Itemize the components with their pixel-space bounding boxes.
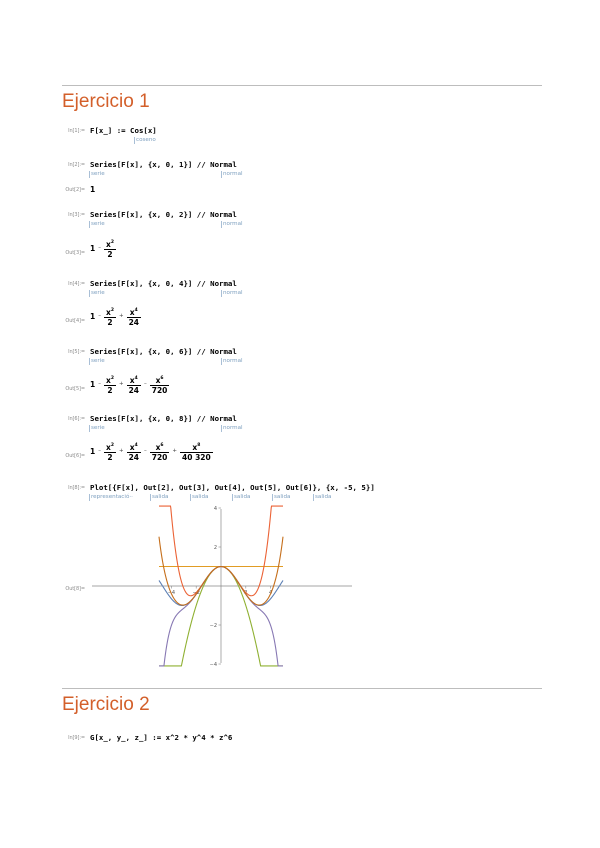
y-tick-label: 2 — [213, 544, 217, 551]
x-tick-label: 2 — [244, 590, 248, 596]
output-label: Out[5]= — [65, 386, 85, 392]
input-label: In[9]:= — [68, 735, 85, 741]
section-title-ejercicio-1: Ejercicio 1 — [62, 91, 150, 112]
hint-salida: salida — [274, 494, 291, 500]
operator: – — [144, 448, 147, 455]
operator: + — [118, 313, 124, 320]
hint-salida: salida — [192, 494, 209, 500]
hint-normal: normal — [223, 290, 243, 296]
x-tick-label: −2 — [192, 590, 200, 596]
output-constant: 1 — [90, 243, 96, 253]
input-label: In[3]:= — [68, 212, 85, 218]
output-cell-2: 1 — [90, 185, 96, 194]
hint-coseno: coseno — [136, 137, 156, 143]
fraction-term: $\frac{x^6}{720}$ — [151, 443, 168, 462]
operator: – — [144, 381, 147, 388]
operator: + — [172, 448, 178, 455]
output-cell-4 — [90, 306, 141, 327]
output-label: Out[6]= — [65, 453, 85, 459]
input-label: In[2]:= — [68, 162, 85, 168]
hint-normal: normal — [223, 425, 243, 431]
operator: – — [98, 313, 101, 320]
input-cell-plot[interactable]: Plot[{F[x], Out[2], Out[3], Out[4], Out[5], Out[6]}, {x, -5, 5}] — [90, 483, 375, 492]
x-tick-label: 4 — [269, 590, 273, 596]
input-cell-2[interactable]: Series[F[x], {x, 0, 1}] // Normal — [90, 160, 237, 169]
hint-serie: serie — [91, 221, 105, 227]
y-tick-label: −2 — [209, 622, 217, 629]
hint-serie: serie — [91, 171, 105, 177]
y-tick-label: 4 — [213, 505, 217, 512]
operator: – — [98, 245, 101, 252]
input-label: In[6]:= — [68, 416, 85, 422]
taylor-plot[interactable] — [88, 505, 356, 667]
output-label: Out[8]= — [65, 586, 85, 592]
input-label: In[4]:= — [68, 281, 85, 287]
input-label: In[5]:= — [68, 349, 85, 355]
hint-representacion: representació·· — [91, 494, 133, 500]
output-label: Out[2]= — [65, 187, 85, 193]
fraction-term: $\frac{x^4}{24}$ — [128, 308, 139, 327]
hint-salida: salida — [234, 494, 251, 500]
fraction-term: $\frac{x^4}{24}$ — [128, 376, 139, 395]
fraction-term: $\frac{x^8}{40 320}$ — [182, 443, 211, 462]
hint-serie: serie — [91, 358, 105, 364]
output-label: Out[3]= — [65, 250, 85, 256]
input-label: In[1]:= — [68, 128, 85, 134]
input-cell-3[interactable]: Series[F[x], {x, 0, 2}] // Normal — [90, 210, 237, 219]
output-cell-3 — [90, 238, 116, 259]
operator: – — [98, 448, 101, 455]
fraction-term: $\frac{x^2}{2}$ — [105, 240, 114, 259]
output-cell-5 — [90, 374, 169, 395]
input-cell-4[interactable]: Series[F[x], {x, 0, 4}] // Normal — [90, 279, 237, 288]
x-tick-label: −4 — [167, 590, 176, 596]
hint-normal: normal — [223, 221, 243, 227]
output-cell-6 — [90, 441, 213, 462]
section-divider-2 — [62, 688, 542, 689]
input-cell-1[interactable]: F[x_] := Cos[x] — [90, 126, 157, 135]
input-label: In[8]:= — [68, 485, 85, 491]
output-constant: 1 — [90, 446, 96, 456]
input-cell-6[interactable]: Series[F[x], {x, 0, 8}] // Normal — [90, 414, 237, 423]
fraction-term: $\frac{x^2}{2}$ — [105, 308, 114, 327]
fraction-term: $\frac{x^2}{2}$ — [105, 443, 114, 462]
section-divider-1 — [62, 85, 542, 86]
hint-serie: serie — [91, 425, 105, 431]
hint-salida: salida — [315, 494, 332, 500]
output-label: Out[4]= — [65, 318, 85, 324]
fraction-term: $\frac{x^4}{24}$ — [128, 443, 139, 462]
output-constant: 1 — [90, 379, 96, 389]
operator: + — [118, 448, 124, 455]
output-constant: 1 — [90, 311, 96, 321]
input-cell-5[interactable]: Series[F[x], {x, 0, 6}] // Normal — [90, 347, 237, 356]
section-title-ejercicio-2: Ejercicio 2 — [62, 694, 150, 715]
hint-normal: normal — [223, 358, 243, 364]
operator: – — [98, 381, 101, 388]
fraction-term: $\frac{x^6}{720}$ — [151, 376, 168, 395]
input-cell-9[interactable]: G[x_, y_, z_] := x^2 * y^4 * z^6 — [90, 733, 233, 742]
hint-salida: salida — [152, 494, 169, 500]
fraction-term: $\frac{x^2}{2}$ — [105, 376, 114, 395]
y-tick-label: −4 — [209, 661, 217, 667]
operator: + — [118, 381, 124, 388]
hint-normal: normal — [223, 171, 243, 177]
hint-serie: serie — [91, 290, 105, 296]
